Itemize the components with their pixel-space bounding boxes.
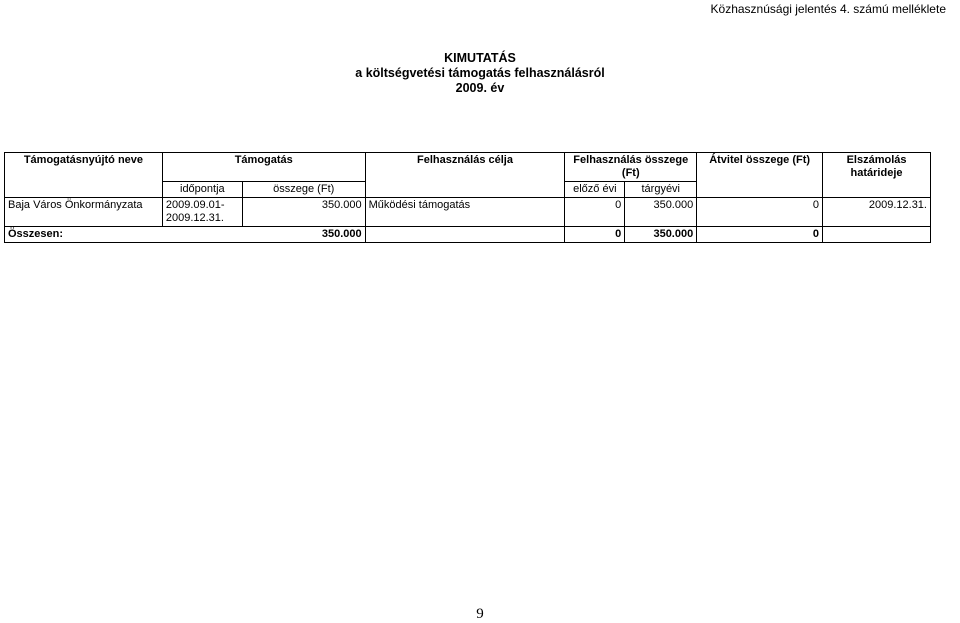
row-grant-date-end: 2009.12.31. [165,212,224,224]
header-current-year: tárgyévi [625,182,697,198]
header-grantor: Támogatásnyújtó neve [5,153,163,182]
total-current-year: 350.000 [625,227,697,243]
header-purpose: Felhasználás célja [365,153,565,182]
header-grant-amount: összege (Ft) [242,182,365,198]
total-deadline-spacer [823,227,931,243]
row-deadline: 2009.12.31. [823,198,931,227]
title-line-3: 2009. év [455,81,505,95]
row-grant-amount: 350.000 [242,198,365,227]
total-label: Összesen: [5,227,243,243]
header-transfer-amount: Átvitel összege (Ft) [697,153,823,182]
row-previous-year: 0 [565,198,625,227]
title-line-2: a költségvetési támogatás felhasználásról [355,66,605,80]
row-current-year: 350.000 [625,198,697,227]
row-transfer: 0 [697,198,823,227]
header-grant-date: időpontja [162,182,242,198]
report-title [0,51,960,96]
total-previous-year: 0 [565,227,625,243]
header-purpose-spacer [365,182,565,198]
total-purpose-spacer [365,227,565,243]
header-transfer-spacer [697,182,823,198]
total-transfer: 0 [697,227,823,243]
title-line-1: KIMUTATÁS [444,51,516,65]
header-grantor-spacer [5,182,163,198]
row-grantor: Baja Város Önkormányzata [5,198,163,227]
header-usage-amount: Felhasználás összege (Ft) [565,153,697,182]
page-number: 9 [476,606,484,622]
header-deadline-spacer [823,182,931,198]
header-settlement-deadline: Elszámolás határideje [823,153,931,182]
header-grant: Támogatás [162,153,365,182]
table-row [5,198,931,227]
total-amount: 350.000 [242,227,365,243]
row-purpose: Működési támogatás [365,198,565,227]
header-previous-year: előző évi [565,182,625,198]
attachment-note: Közhasznúsági jelentés 4. számú melléklete [710,2,946,16]
total-row [5,227,931,243]
grant-usage-table [4,152,931,243]
row-grant-date-start: 2009.09.01- [165,199,225,211]
row-grant-date [162,198,242,227]
